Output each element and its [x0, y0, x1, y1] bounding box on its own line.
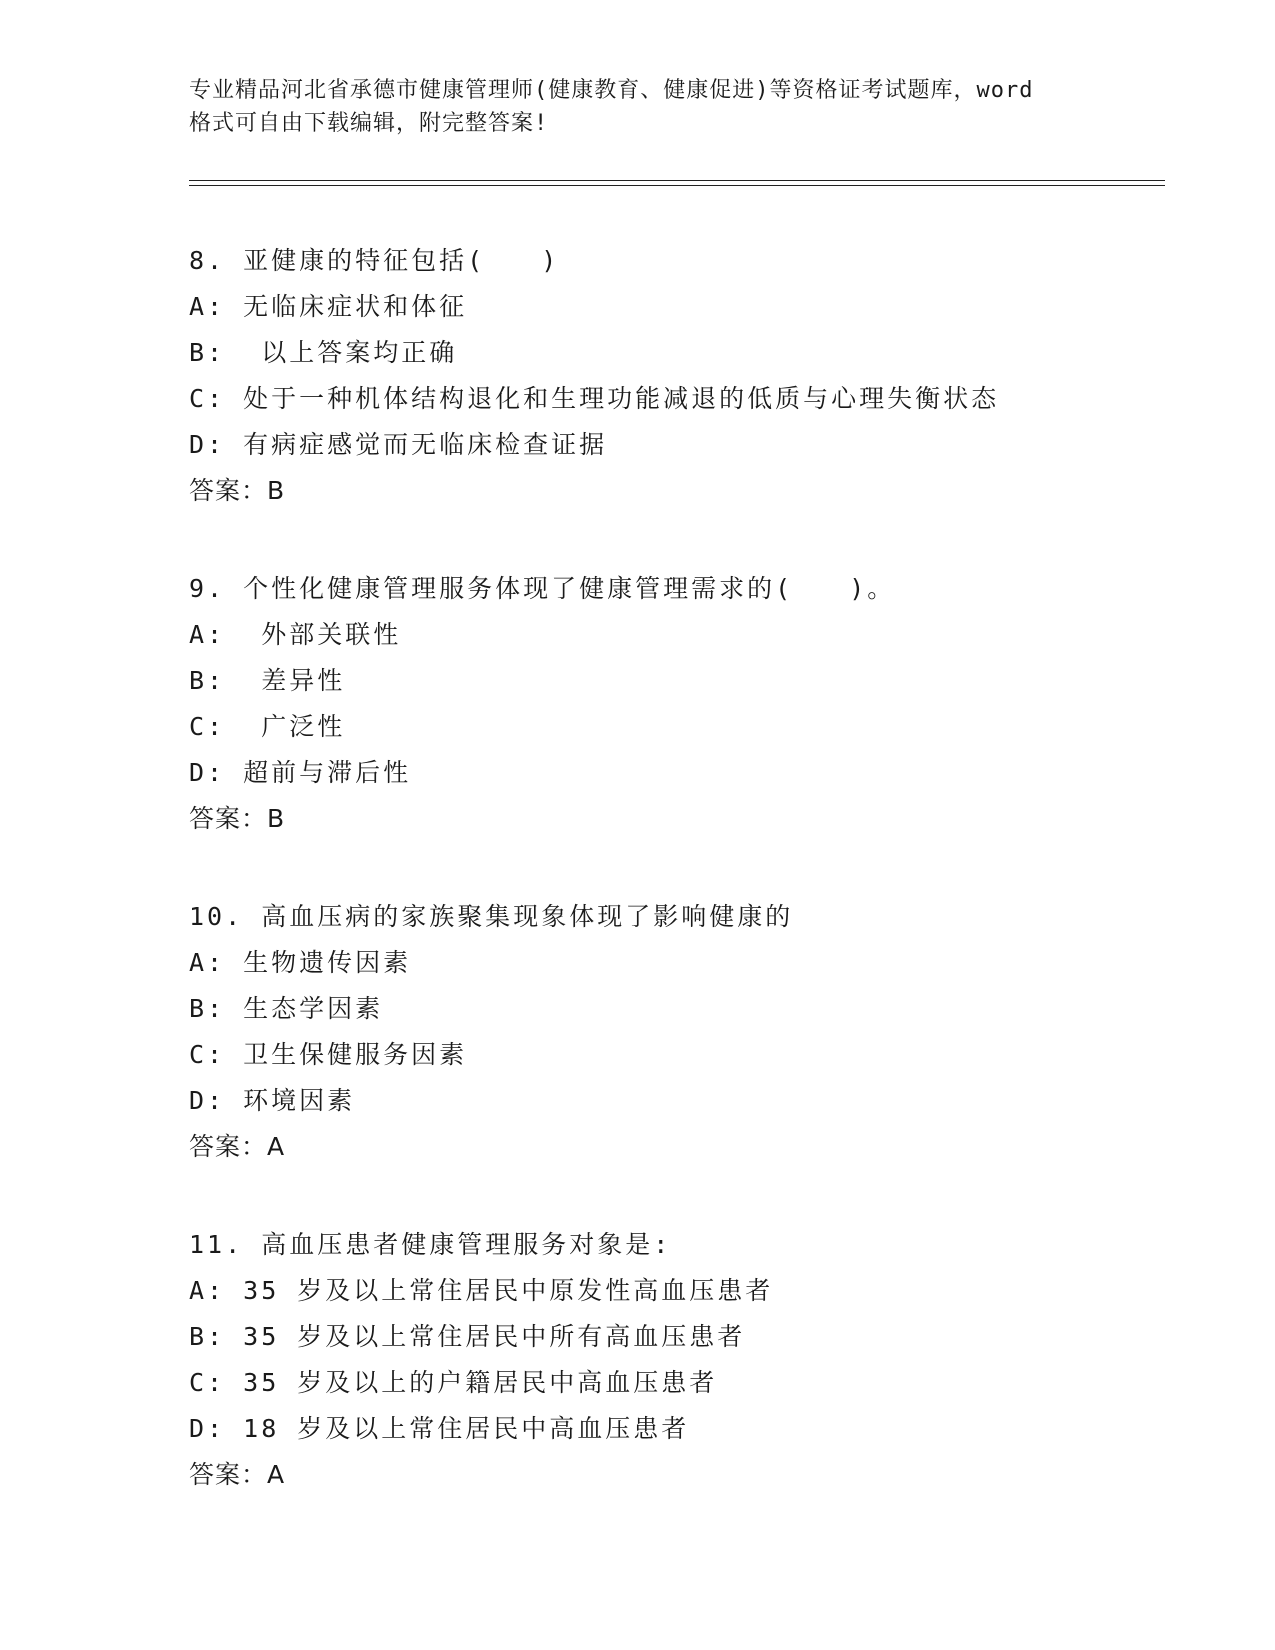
question-11	[189, 1222, 1149, 1498]
option-d: D: 有病症感觉而无临床检查证据	[189, 430, 608, 459]
answer-line: 答案：B	[189, 476, 286, 505]
header-divider-bottom	[189, 185, 1165, 186]
option-d: D: 超前与滞后性	[189, 758, 412, 787]
option-b: B: 35 岁及以上常住居民中所有高血压患者	[189, 1322, 746, 1351]
header-line-2: 格式可自由下载编辑，附完整答案!	[189, 111, 549, 136]
question-stem: 9. 个性化健康管理服务体现了健康管理需求的( )。	[189, 574, 896, 603]
option-c: C: 卫生保健服务因素	[189, 1040, 468, 1069]
question-8	[189, 238, 1149, 514]
option-c: C: 广泛性	[189, 712, 346, 741]
option-b: B: 生态学因素	[189, 994, 384, 1023]
header-line-1: 专业精品河北省承德市健康管理师(健康教育、健康促进)等资格证考试题库，word	[189, 78, 1034, 103]
option-a: A: 无临床症状和体征	[189, 292, 468, 321]
option-b: B: 差异性	[189, 666, 346, 695]
answer-line: 答案：A	[189, 1460, 286, 1489]
option-a: A: 外部关联性	[189, 620, 402, 649]
answer-line: 答案：A	[189, 1132, 286, 1161]
option-d: D: 18 岁及以上常住居民中高血压患者	[189, 1414, 690, 1443]
question-stem: 11. 高血压患者健康管理服务对象是:	[189, 1230, 672, 1259]
header-divider-top	[189, 180, 1165, 181]
question-10	[189, 894, 1149, 1170]
question-list	[189, 238, 1149, 1550]
answer-line: 答案：B	[189, 804, 286, 833]
question-stem: 8. 亚健康的特征包括( )	[189, 246, 560, 275]
option-a: A: 生物遗传因素	[189, 948, 412, 977]
question-stem: 10. 高血压病的家族聚集现象体现了影响健康的	[189, 902, 794, 931]
option-c: C: 35 岁及以上的户籍居民中高血压患者	[189, 1368, 718, 1397]
option-d: D: 环境因素	[189, 1086, 356, 1115]
document-header	[189, 74, 1089, 140]
option-b: B: 以上答案均正确	[189, 338, 458, 367]
question-9	[189, 566, 1149, 842]
option-c: C: 处于一种机体结构退化和生理功能减退的低质与心理失衡状态	[189, 384, 1000, 413]
option-a: A: 35 岁及以上常住居民中原发性高血压患者	[189, 1276, 774, 1305]
